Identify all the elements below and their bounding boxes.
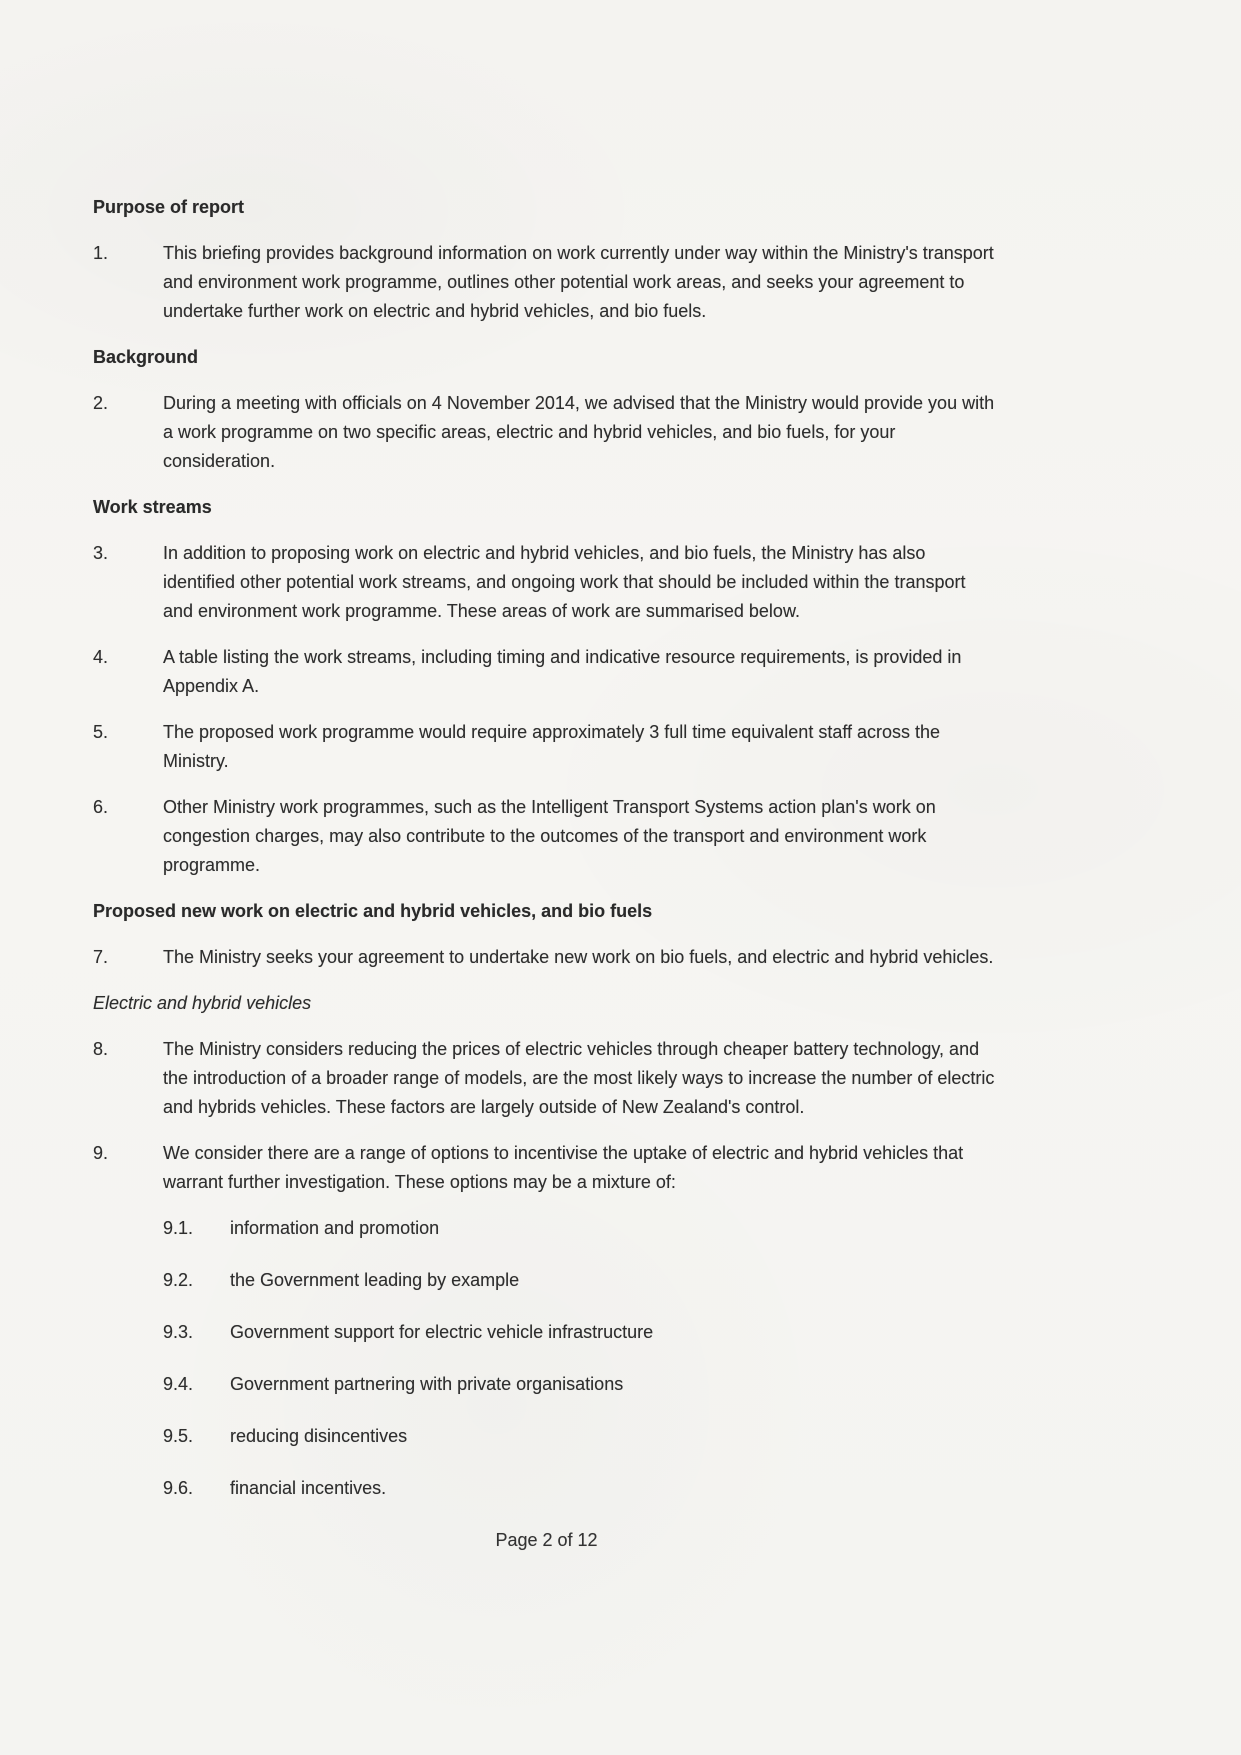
paragraph-text: information and promotion [230,1218,440,1238]
paragraph-number: 9.3. [163,1322,194,1342]
paragraph-text: In addition to proposing work on electric and hybrid vehicles, and bio fuels, the Ministry has also identified other potential work streams, and ongoing work that should be included within the transport and environment work programme. These areas of work are summarised below. [163,543,966,621]
paragraph-number: 6. [93,797,109,817]
numbered-paragraph [93,943,1000,972]
paragraph-text: Other Ministry work programmes, such as the Intelligent Transport Systems action plan's work on congestion charges, may also contribute to the outcomes of the transport and environment work programme. [163,797,936,875]
numbered-paragraph [93,793,1000,880]
paragraph-text: During a meeting with officials on 4 November 2014, we advised that the Ministry would provide you with a work programme on two specific areas, electric and hybrid vehicles, and bio fuels, for your consideration. [163,393,995,471]
paragraph-number: 3. [93,543,109,563]
numbered-paragraph [93,389,1000,476]
numbered-paragraph [93,1139,1000,1197]
paragraph-number: 9.1. [163,1218,194,1238]
numbered-paragraph [93,718,1000,776]
document-content [93,193,1000,1503]
subsection-heading-italic: Electric and hybrid vehicles [93,993,312,1013]
numbered-paragraph [93,643,1000,701]
page-number: Page 2 of 12 [495,1530,598,1550]
numbered-paragraph [93,539,1000,626]
paragraph-number: 9.6. [163,1478,194,1498]
paragraph-text: The proposed work programme would require approximately 3 full time equivalent staff across the Ministry. [163,722,941,771]
section-heading: Background [93,347,199,367]
paragraph-text: the Government leading by example [230,1270,520,1290]
paragraph-number: 9.5. [163,1426,194,1446]
paragraph-text: financial incentives. [230,1478,387,1498]
numbered-paragraph [93,1035,1000,1122]
paragraph-number: 9.4. [163,1374,194,1394]
sub-item [93,1318,1000,1347]
paragraph-text: A table listing the work streams, including timing and indicative resource requirements, is provided in Appendix A. [163,647,962,696]
numbered-paragraph [93,239,1000,326]
sub-item [93,1422,1000,1451]
page-footer [93,1526,1000,1555]
paragraph-number: 7. [93,947,109,967]
paragraph-number: 2. [93,393,109,413]
paragraph-text: This briefing provides background information on work currently under way within the Ministry's transport and environment work programme, outlines other potential work areas, and seeks your agreement to undertake further work on electric and hybrid vehicles, and bio fuels. [163,243,994,321]
document-body [93,193,1000,1555]
paragraph-number: 9. [93,1143,109,1163]
paragraph-number: 5. [93,722,109,742]
section-heading: Purpose of report [93,197,245,217]
paragraph-number: 1. [93,243,109,263]
sub-item [93,1266,1000,1295]
sub-item [93,1370,1000,1399]
paragraph-text: Government support for electric vehicle infrastructure [230,1322,654,1342]
paragraph-number: 4. [93,647,109,667]
section-heading: Proposed new work on electric and hybrid vehicles, and bio fuels [93,901,653,921]
paragraph-number: 8. [93,1039,109,1059]
paragraph-text: The Ministry considers reducing the prices of electric vehicles through cheaper battery technology, and the introduction of a broader range of models, are the most likely ways to increase the number of electric and hybrids vehicles. These factors are largely outside of New Zealand's control. [163,1039,995,1117]
paragraph-text: We consider there are a range of options to incentivise the uptake of electric and hybrid vehicles that warrant further investigation. These options may be a mixture of: [163,1143,964,1192]
paragraph-text: reducing disincentives [230,1426,408,1446]
sub-item [93,1474,1000,1503]
sub-item [93,1214,1000,1243]
paragraph-number: 9.2. [163,1270,194,1290]
paragraph-text: Government partnering with private organisations [230,1374,624,1394]
section-heading: Work streams [93,497,212,517]
paragraph-text: The Ministry seeks your agreement to undertake new work on bio fuels, and electric and hybrid vehicles. [163,947,994,967]
